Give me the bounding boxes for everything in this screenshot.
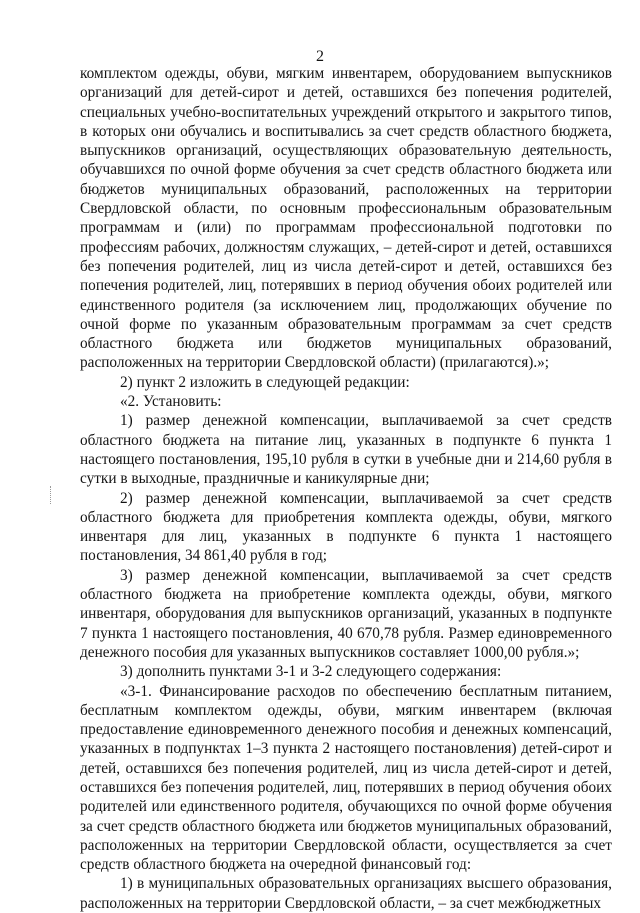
paragraph-establish: «2. Установить: bbox=[120, 393, 222, 411]
paragraph-financing: «3-1. Финансирование расходов по обеспечению бесплатным питанием, бесплатным комплектом одежды, обуви, мягким инвентарем (включая предоставление единовременного денежного пособия и денежных компенсаций, указанных в подпунктах 1–3 пункта 2 настоящего постановления) детей-сирот и детей, оставшихся без попечения родителей, лиц из числа детей-сирот и детей, оставшихся без попечения родителей, лиц, потерявших в период обучения обоих родителей или единственного родителя, обучающихся по очной форме обучения за счет средств областного бюджета или бюджетов муниципальных образований, расположенных на территории Свердловской области, осуществляется за счет средств областного бюджета на очередной финансовый год: bbox=[80, 682, 612, 874]
page-number: 2 bbox=[316, 48, 324, 65]
paragraph-financing-subitem-1: 1) в муниципальных образовательных организациях высшего образования, расположенных на территории Свердловской области, – за счет межбюджетных bbox=[80, 875, 612, 912]
paragraph-item-3: 3) дополнить пунктами 3-1 и 3-2 следующего содержания: bbox=[120, 663, 502, 681]
margin-mark bbox=[50, 486, 53, 504]
paragraph-item-2: 2) пункт 2 изложить в следующей редакции: bbox=[120, 373, 410, 391]
paragraph-subitem-1: 1) размер денежной компенсации, выплачиваемой за счет средств областного бюджета на питание лиц, указанных в подпункте 6 пункта 1 настоящего постановления, 195,10 рубля в сутки в учебные дни и 214,60 рубля в сутки в выходные, праздничные и каникулярные дни; bbox=[80, 412, 612, 488]
document-body bbox=[80, 64, 612, 913]
paragraph-continuation: комплектом одежды, обуви, мягким инвентарем, оборудованием выпускников организаций для детей-сирот и детей, оставшихся без попечения родителей, специальных учебно-воспитательных учреждений открытого и закрытого типов, в которых они обучались и воспитывались за счет средств областного бюджета, выпускников организаций, осуществляющих образовательную деятельность, обучавшихся по очной форме обучения за счет средств областного бюджета или бюджетов муниципальных образований, расположенных на территории Свердловской области, по основным профессиональным образовательным программам и (или) по программам профессиональной подготовки по профессиям рабочих, должностям служащих, – детей-сирот и детей, оставшихся без попечения родителей, лиц из числа детей-сирот и детей, оставшихся без попечения родителей, лиц, потерявших в период обучения обоих родителей или единственного родителя (за исключением лиц, продолжающих обучение по очной форме по указанным образовательным программам за счет средств областного бюджета или бюджетов муниципальных образований, расположенных на территории Свердловской области) (прилагаются).»; bbox=[80, 65, 612, 372]
paragraph-subitem-3: 3) размер денежной компенсации, выплачиваемой за счет средств областного бюджета на приобретение комплекта одежды, обуви, мягкого инвентаря, оборудования для выпускников организаций, указанных в подпункте 7 пункта 1 настоящего постановления, 40 670,78 рубля. Размер единовременного денежного пособия для указанных выпускников составляет 1000,00 рубля.»; bbox=[80, 566, 612, 661]
paragraph-subitem-2: 2) размер денежной компенсации, выплачиваемой за счет средств областного бюджета для приобретения комплекта одежды, обуви, мягкого инвентаря для лиц, указанных в подпункте 6 пункта 1 настоящего постановления, 34 861,40 рубля в год; bbox=[80, 489, 612, 565]
